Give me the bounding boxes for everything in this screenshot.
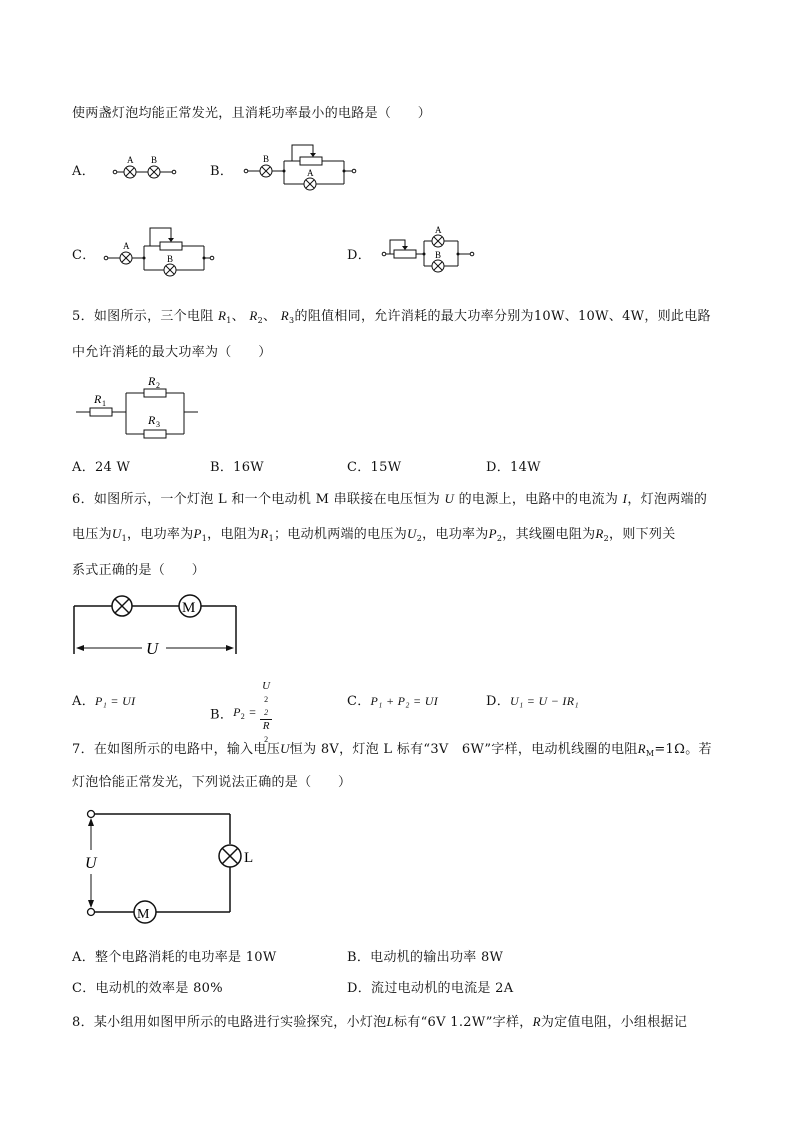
q6-stem-line2: 电压为$U_1$，电功率为$P_1$，电阻为$R_1$；电动机两端的电压为$U_2$，电功率为$P_2$，其线圈电阻为$R_2$，则下列关 [72, 526, 676, 543]
lamp-b-label: B [435, 250, 442, 260]
r3-sub: 3 [156, 420, 160, 429]
q7-stem-line1: 7．在如图所示的电路中，输入电压U恒为 8V，灯泡 L 标有“3V 6W”字样，电动机线圈的电阻$R_M=1\Omega$。若 [72, 741, 712, 758]
q4-circuit-b [240, 140, 360, 192]
q4-stem: 使两盏灯泡均能正常发光，且消耗功率最小的电路是（ ） [72, 106, 432, 121]
r3-label: R [148, 413, 156, 427]
q4-option-d-label[interactable]: D． [347, 248, 372, 263]
q6-option-a[interactable]: A．P₁ = UI [72, 694, 136, 709]
lamp-l-label: L [244, 850, 254, 866]
r1-sub: 1 [102, 399, 106, 408]
q5-option-d[interactable]: D．14W [486, 460, 541, 475]
q4-circuit-a [108, 152, 188, 184]
q7-option-d[interactable]: D．流过电动机的电流是 2A [347, 981, 514, 996]
r2-label: R [148, 374, 156, 388]
q7-stem-line2: 灯泡恰能正常发光，下列说法正确的是（ ） [72, 775, 352, 790]
q5-option-a[interactable]: A．24 W [72, 460, 131, 475]
q5-stem-line2: 中允许消耗的最大功率为（ ） [72, 345, 272, 360]
lamp-a-label: A [435, 225, 442, 235]
lamp-a-label: A [127, 155, 134, 165]
q4-circuit-c [100, 222, 220, 274]
q6-option-c[interactable]: C．P₁ + P₂ = UI [347, 694, 439, 709]
voltage-label: U [85, 855, 97, 872]
lamp-b-label: B [263, 154, 270, 164]
lamp-a-label: A [307, 168, 314, 178]
motor-label: M [137, 907, 150, 922]
q6-option-b[interactable]: B．$P_2$ = U 2 2 R 2 [210, 680, 271, 744]
q7-option-a[interactable]: A．整个电路消耗的电功率是 10W [72, 950, 277, 965]
q4-option-b-label[interactable]: B． [210, 164, 234, 179]
lamp-b-label: B [151, 155, 158, 165]
q5-resistor-network [76, 372, 206, 442]
lamp-a-label: A [123, 241, 130, 251]
r1-label: R [94, 392, 102, 406]
q6-circuit [72, 594, 242, 658]
motor-label: M [182, 600, 196, 616]
q7-circuit [80, 806, 265, 924]
q6-option-d[interactable]: D．U₁ = U − IR₁ [486, 694, 579, 709]
q7-option-c[interactable]: C．电动机的效率是 80% [72, 981, 223, 996]
voltage-label: U [146, 639, 159, 658]
q7-option-b[interactable]: B．电动机的输出功率 8W [347, 950, 504, 965]
q4-option-c-label[interactable]: C． [72, 248, 96, 263]
q6-stem-line3: 系式正确的是（ ） [72, 563, 206, 578]
q4-circuit-d [378, 224, 498, 274]
r2-sub: 2 [156, 381, 160, 390]
lamp-b-label: B [167, 254, 174, 264]
q5-option-b[interactable]: B．16W [210, 460, 264, 475]
q8-stem-line1: 8．某小组用如图甲所示的电路进行实验探究，小灯泡L标有“6V 1.2W”字样，R为定值电阻，小组根据记 [72, 1014, 688, 1030]
q5-option-c[interactable]: C．15W [347, 460, 402, 475]
q6-stem-line1: 6．如图所示，一个灯泡 L 和一个电动机 M 串联接在电压恒为 U 的电源上，电路中的电流为 I，灯泡两端的 [72, 491, 708, 507]
q5-stem-line1: 5．如图所示，三个电阻 $R_1$、 $R_2$、 $R_3$的阻值相同，允许消耗的最大功率分别为10W、10W、4W，则此电路 [72, 308, 711, 325]
q4-option-a-label[interactable]: A． [72, 164, 95, 179]
